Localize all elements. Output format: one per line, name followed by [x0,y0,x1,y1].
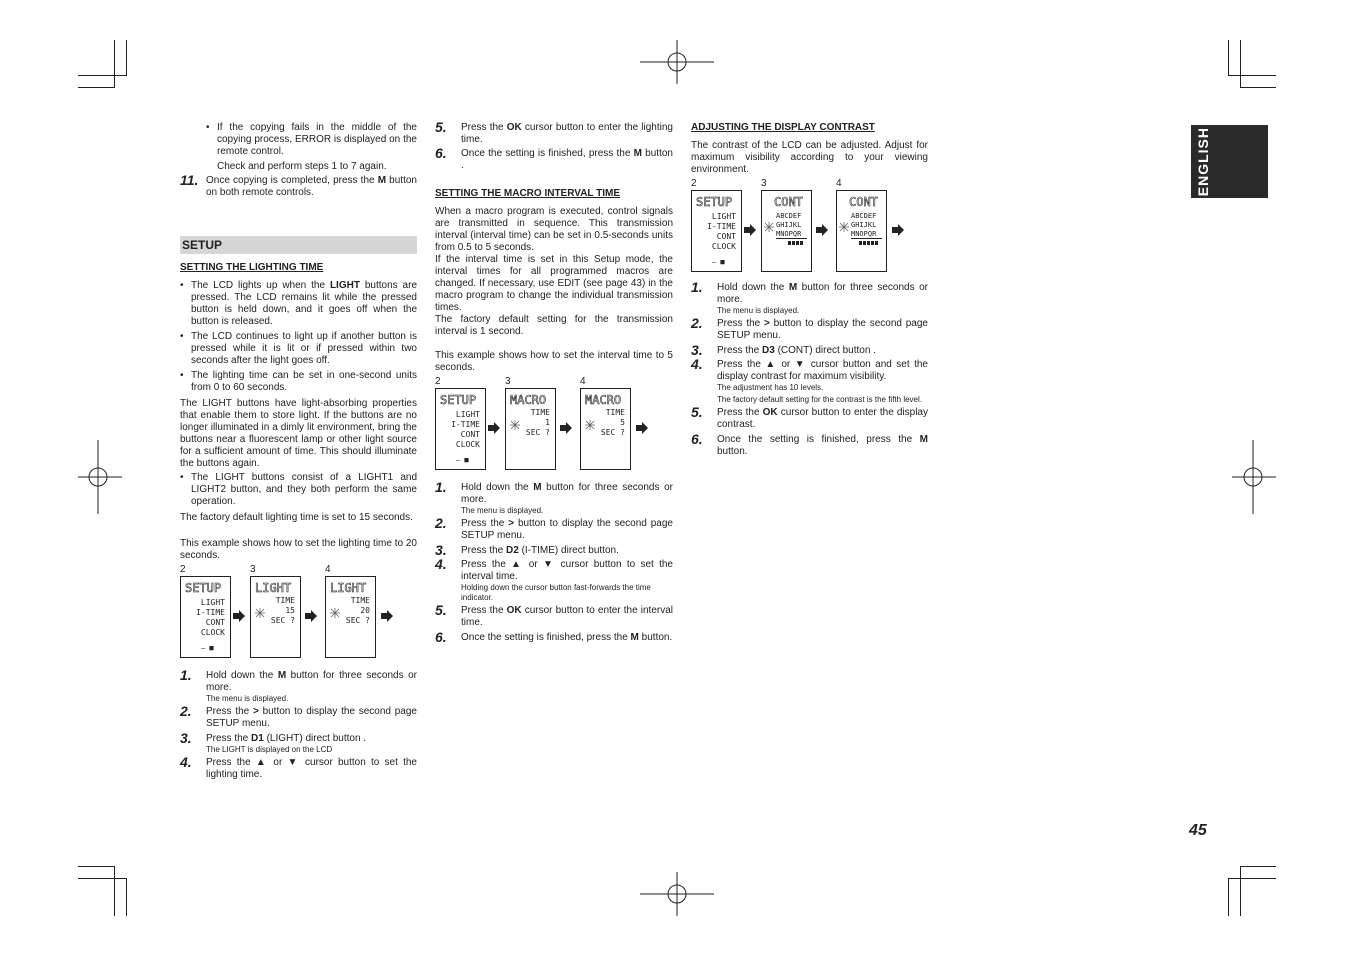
paragraph: The factory default setting for the transmission interval is 1 second. [435,314,673,337]
bullet: • If the copying fails in the middle of the copying process, ERROR is displayed on the remote control. [206,122,417,158]
lcd-step-label: 2 [691,178,697,189]
lcd-line: CONT [716,232,736,241]
lcd-value: 1 [545,418,550,427]
lcd-footer: – ■ [712,258,725,266]
step-note: The adjustment has 10 levels. [717,383,824,392]
lcd-sequence [180,564,417,664]
lcd-step-label: 2 [435,376,441,387]
lcd-title: LIGHT [255,581,292,595]
step-5: 5. Press the OK cursor button to enter the lighting time. [435,119,673,145]
blink-icon [255,608,265,618]
arrow-right-icon [635,421,649,435]
lcd-title: SETUP [185,581,222,595]
section-title-setup: SETUP [180,236,417,254]
lcd-line: TIME [530,408,550,417]
lcd-title: MACRO [510,393,547,407]
contrast-level-bar [859,241,878,245]
lcd-sequence [435,376,673,476]
lcd-screen-macro-1 [505,388,556,470]
lcd-line: I-TIME [196,608,225,617]
lcd-line: TIME [350,596,370,605]
lcd-line: I-TIME [451,420,480,429]
subheading: SETTING THE MACRO INTERVAL TIME [435,188,621,199]
lcd-line: LIGHT [711,212,736,221]
step-3: 3. Press the D2 (I-TIME) direct button. [435,542,619,558]
step-3: 3. Press the D3 (CONT) direct button . [691,342,876,358]
language-label: ENGLISH [1195,127,1211,197]
language-tab [1191,125,1268,198]
arrow-right-icon [891,223,905,237]
arrow-right-icon [232,609,246,623]
column-3 [691,122,928,458]
blink-icon [510,420,520,430]
page-number: 45 [1189,822,1207,839]
lcd-sequence [691,178,928,278]
lcd-title: CONT [849,195,878,209]
paragraph: The factory default lighting time is set to 15 seconds. [180,512,413,523]
step-3: 3. Press the D1 (LIGHT) direct button . [180,730,367,746]
lcd-value: 5 [620,418,625,427]
lcd-screen-light-20 [325,576,376,658]
lcd-line: GHIJKL [851,221,877,229]
lcd-line: SEC ? [525,428,550,437]
step-2: 2. Press the > button to display the second page SETUP menu. [435,515,673,541]
lcd-line: CONT [460,430,480,439]
lcd-line: MNOPQR [851,230,877,238]
blink-icon [839,222,849,232]
arrow-right-icon [380,609,394,623]
lcd-value: 20 [360,606,370,615]
lcd-line: ABCDEF [851,212,877,220]
paragraph: This example shows how to set the interval time to 5 seconds. [435,350,673,373]
subheading: SETTING THE LIGHTING TIME [180,262,324,273]
lcd-footer: – ■ [201,644,214,652]
step-1: 1. Hold down the M button for three seconds or more. [435,479,673,505]
blink-icon [330,608,340,618]
lcd-step-label: 4 [325,564,331,575]
step-note: The menu is displayed. [461,506,544,515]
step-note: The factory default setting for the contrast is the fifth level. [717,395,922,404]
lcd-title: CONT [774,195,803,209]
arrow-right-icon [559,421,573,435]
note-text: Check and perform steps 1 to 7 again. [217,161,387,172]
step-1: 1. Hold down the M button for three seconds or more. [180,667,417,693]
step-2: 2. Press the > button to display the second page SETUP menu. [180,703,417,729]
lcd-step-label: 3 [250,564,256,575]
lcd-title: SETUP [440,393,477,407]
lcd-line: CONT [205,618,225,627]
step-11: 11. Once copying is completed, press the M button on both remote controls. [180,172,417,198]
registration-mark-left [78,440,122,514]
column-2 [435,119,673,645]
lcd-line: LIGHT [455,410,480,419]
lcd-line: CLOCK [711,242,736,251]
copy-fail-note [180,122,417,173]
lcd-screen-macro-5 [580,388,631,470]
lcd-screen-setup [435,388,486,470]
lcd-line: CLOCK [200,628,225,637]
step-4: 4. Press the ▲ or ▼ cursor button and set the display contrast for maximum visibility. [691,356,928,382]
lcd-title: SETUP [696,195,733,209]
registration-mark-top [640,40,714,84]
registration-mark-bottom [640,872,714,916]
lcd-line: SEC ? [270,616,295,625]
lcd-screen-setup [180,576,231,658]
registration-mark-right [1232,440,1276,514]
step-4: 4. Press the ▲ or ▼ cursor button to set the lighting time. [180,754,417,780]
blink-icon [585,420,595,430]
lcd-step-label: 4 [580,376,586,387]
step-note: The menu is displayed. [206,694,289,703]
step-6: 6. Once the setting is finished, press the M button . [435,145,673,171]
arrow-right-icon [815,223,829,237]
lcd-screen-contrast-high [836,190,887,272]
lcd-step-label: 2 [180,564,186,575]
lcd-line: SEC ? [600,428,625,437]
lcd-line: TIME [275,596,295,605]
blink-icon [764,222,774,232]
step-note: Holding down the cursor button fast-forwards the time indicator. [461,583,651,602]
paragraph: When a macro program is executed, control signals are transmitted in sequence. This transmission interval (interval time) can be set in 0.5-seconds units from 0.5 to 5 seconds. [435,206,673,253]
lcd-line: LIGHT [200,598,225,607]
lcd-line: MNOPQR [776,230,802,238]
lcd-value: 15 [285,606,295,615]
lcd-line: GHIJKL [776,221,802,229]
step-4: 4. Press the ▲ or ▼ cursor button to set the interval time. [435,556,673,582]
lcd-screen-setup [691,190,742,272]
contrast-level-bar [788,241,803,245]
step-6: 6. Once the setting is finished, press the M button. [691,431,928,457]
step-note: The menu is displayed. [717,306,800,315]
lcd-step-label: 3 [505,376,511,387]
lcd-screen-light-15 [250,576,301,658]
paragraph: If the interval time is set in this Setup mode, the interval times for all programmed macros are changed. If necessary, use EDIT (see page 43) in the macro program to change the individual transmission times. [435,254,673,313]
bullet: • The lighting time can be set in one-second units from 0 to 60 seconds. [180,370,417,394]
bullet: • The LCD lights up when the LIGHT buttons are pressed. The LCD remains lit while the pressed button is held down, and it goes off when the button is released. [180,280,417,328]
step-5: 5. Press the OK cursor button to enter the interval time. [435,602,673,628]
lcd-line: I-TIME [707,222,736,231]
bullet: • The LIGHT buttons consist of a LIGHT1 and LIGHT2 button, and they both perform the same operation. [180,472,417,508]
arrow-right-icon [743,223,757,237]
arrow-right-icon [487,421,501,435]
paragraph: This example shows how to set the lighting time to 20 seconds. [180,538,417,561]
bullet: • The LCD continues to light up if another button is pressed while it is lit or if pressed within two seconds after the light goes off. [180,331,417,367]
lcd-line: TIME [605,408,625,417]
paragraph: The LIGHT buttons have light-absorbing properties that enable them to store light. If the buttons are no longer illuminated in a dimly lit environment, bring the buttons near a fluorescent lamp or other light source for a sufficient amount of time. This should illuminate the buttons again. [180,398,417,469]
lcd-line: SEC ? [345,616,370,625]
subheading: ADJUSTING THE DISPLAY CONTRAST [691,122,875,133]
step-5: 5. Press the OK cursor button to enter the display contrast. [691,404,928,430]
lcd-line: CLOCK [455,440,480,449]
lcd-line: ABCDEF [776,212,802,220]
step-note: The LIGHT is displayed on the LCD [206,745,333,754]
lcd-step-label: 3 [761,178,767,189]
arrow-right-icon [304,609,318,623]
column-1 [180,122,417,781]
step-6: 6. Once the setting is finished, press the M button. [435,629,673,645]
lcd-title: MACRO [585,393,622,407]
lcd-step-label: 4 [836,178,842,189]
lcd-footer: – ■ [456,456,469,464]
paragraph: The contrast of the LCD can be adjusted. Adjust for maximum visibility according to your viewing environment. [691,140,928,175]
lcd-title: LIGHT [330,581,367,595]
step-2: 2. Press the > button to display the second page SETUP menu. [691,315,928,341]
lcd-screen-contrast-low [761,190,812,272]
step-1: 1. Hold down the M button for three seconds or more. [691,279,928,305]
